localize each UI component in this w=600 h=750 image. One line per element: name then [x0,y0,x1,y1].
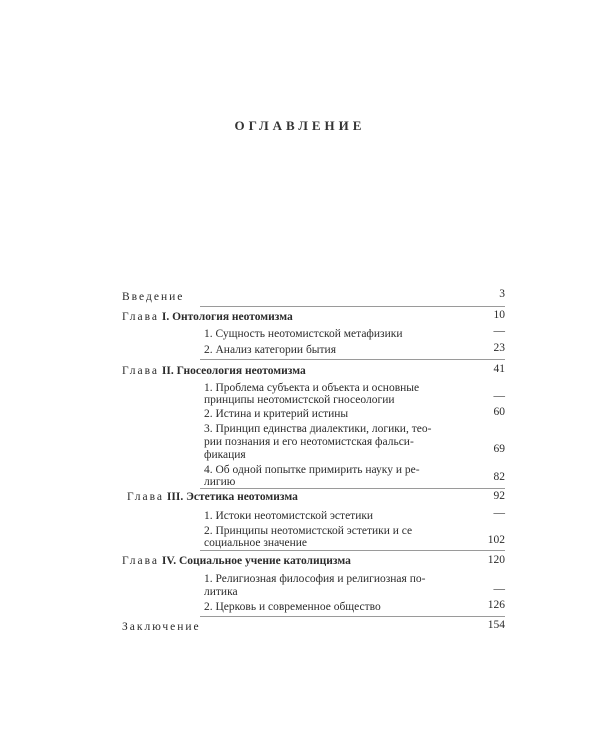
toc-section: 1. Сущность неотомистской метафизики [204,328,403,340]
toc-section-line: 2. Принципы неотомистской эстетики и се [204,525,413,537]
toc-intro-label: Введение [122,291,185,303]
toc-chapter-4 [122,554,351,568]
divider [200,306,505,307]
toc-chapter-3 [127,490,298,504]
toc-section-line: 4. Об одной попытке примирить науку и ре- [204,464,420,476]
toc-intro-page: 3 [499,288,505,300]
page-title: ОГЛАВЛЕНИЕ [234,118,366,133]
toc-section-page: — [493,325,505,337]
chapter-prefix: Глава [122,365,160,377]
toc-section-page: — [493,390,505,402]
divider [200,488,505,489]
toc-section-page: 126 [487,599,505,611]
toc-section-line: принципы неотомистской гносеологии [204,394,395,406]
chapter-heading: IV. Социальное учение католицизма [161,555,351,567]
toc-section-line: 3. Принцип единства диалектики, логики, тео- [204,423,432,435]
toc-section-page: 102 [487,534,505,546]
toc-section-line: лигию [204,476,236,488]
chapter-prefix: Глава [127,491,165,503]
toc-section-line: 1. Истоки неотомистской эстетики [204,510,374,522]
divider [200,616,505,617]
toc-section-line: 1. Религиозная философия и религиозная по- [204,573,426,585]
divider [200,550,505,551]
toc-section: 2. Анализ категории бытия [204,344,336,356]
toc-chapter-3-page: 92 [493,490,505,502]
toc-section-page: — [493,507,505,519]
toc-section-page: — [493,583,505,595]
chapter-prefix: Глава [122,555,160,567]
toc-chapter-1-page: 10 [493,309,505,321]
toc-chapter-1 [122,310,293,324]
chapter-prefix: Глава [122,311,160,323]
chapter-heading: I. Онтология неотомизма [161,311,293,323]
toc-conclusion-page: 154 [487,619,505,631]
toc-section-line: 2. Церковь и современное общество [204,601,381,613]
toc-section-line: 2. Истина и критерий истины [204,408,349,420]
toc-section-line: 1. Проблема субъекта и объекта и основные [204,382,420,394]
toc-section-page: 60 [493,406,505,418]
toc-section-page: 69 [493,443,505,455]
toc-section-line: литика [204,586,238,598]
toc-chapter-2-page: 41 [493,363,505,375]
chapter-heading: III. Эстетика неотомизма [166,491,298,503]
toc-chapter-2 [122,364,306,378]
toc-conclusion-label: Заключение [122,621,201,633]
toc-section-line: рии познания и его неотомистская фальси- [204,436,414,448]
toc-section-line: социальное значение [204,537,308,549]
divider [200,359,505,360]
toc-chapter-4-page: 120 [487,554,505,566]
toc-section-line: фикация [204,449,246,461]
toc-section-page: 23 [493,342,505,354]
toc-section-page: 82 [493,471,505,483]
chapter-heading: II. Гносеология неотомизма [161,365,306,377]
